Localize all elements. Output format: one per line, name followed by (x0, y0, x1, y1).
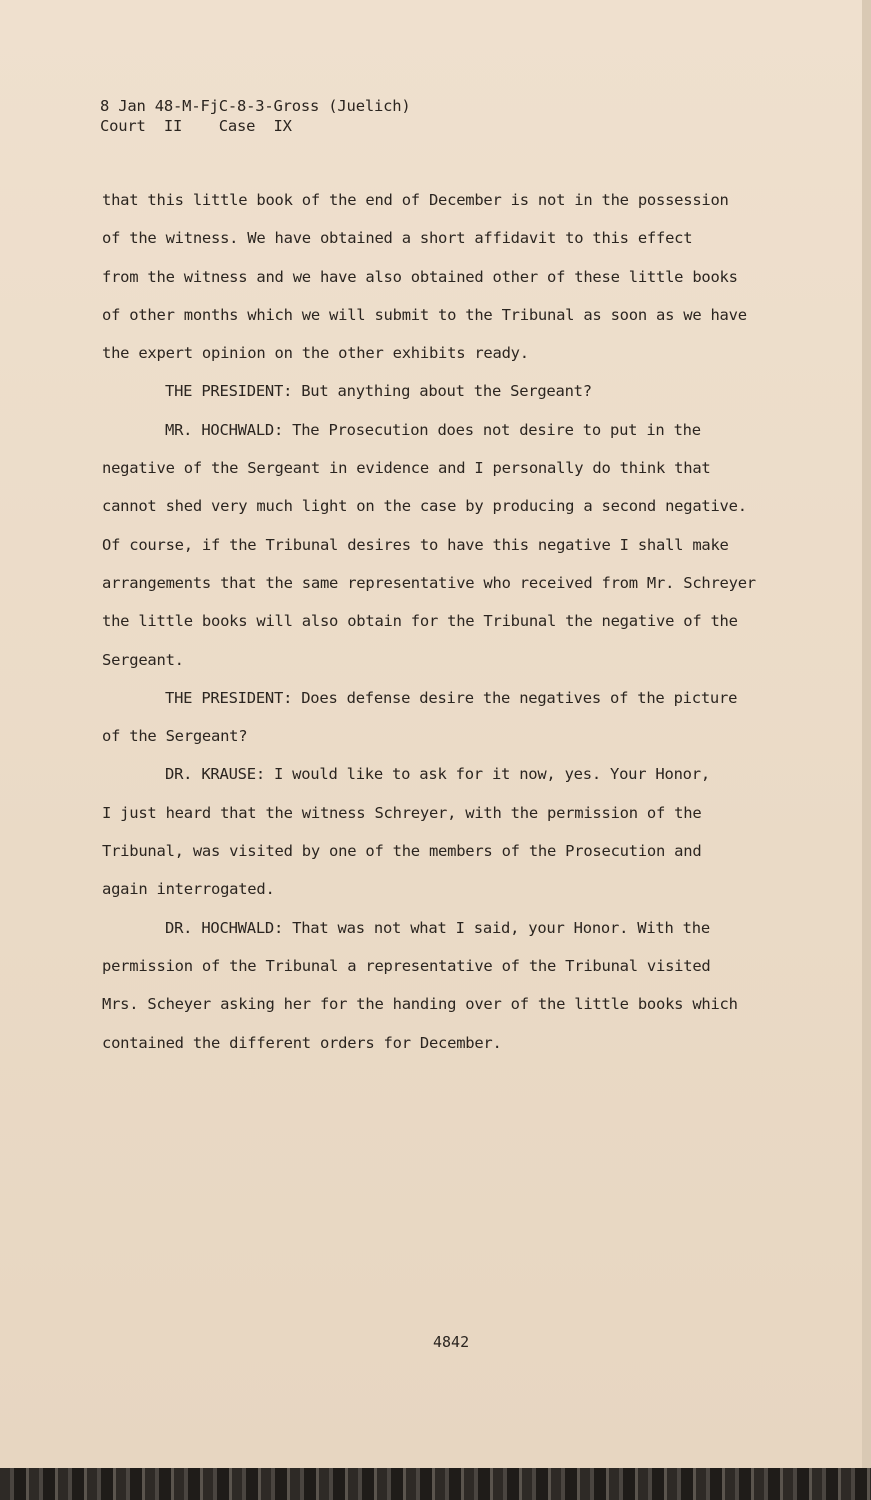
transcript-line: again interrogated. (102, 880, 275, 899)
transcript-line: from the witness and we have also obtained other of these little books (102, 267, 738, 286)
transcript-line-speaker: DR. KRAUSE: I would like to ask for it now, yes. Your Honor, (165, 765, 710, 784)
transcript-line: contained the different orders for December. (102, 1033, 502, 1052)
transcript-line: that this little book of the end of December is not in the possession (102, 191, 729, 209)
transcript-line: of the witness. We have obtained a short affidavit to this effect (102, 229, 693, 248)
transcript-line: Sergeant. (102, 650, 184, 669)
header-reference: 8 Jan 48-M-FjC-8-3-Gross (Juelich) (100, 97, 411, 115)
page-edge (862, 0, 871, 1468)
transcript-line: I just heard that the witness Schreyer, with the permission of the (102, 803, 702, 822)
transcript-line: Of course, if the Tribunal desires to have this negative I shall make (102, 535, 729, 554)
transcript-line: of other months which we will submit to the Tribunal as soon as we have (102, 305, 747, 324)
transcript-line: the little books will also obtain for the Tribunal the negative of the (102, 612, 738, 631)
transcript-line-speaker: MR. HOCHWALD: The Prosecution does not desire to put in the (165, 420, 701, 439)
header-court-case: Court II Case IX (100, 117, 292, 135)
scan-background-strip (0, 1468, 871, 1500)
page-number: 4842 (433, 1333, 470, 1351)
transcript-line: of the Sergeant? (102, 727, 248, 746)
transcript-line: Mrs. Scheyer asking her for the handing over of the little books which (102, 995, 738, 1014)
transcript-line: arrangements that the same representative who received from Mr. Schreyer (102, 573, 756, 592)
transcript-line: the expert opinion on the other exhibits ready. (102, 344, 529, 363)
transcript-line: negative of the Sergeant in evidence and I personally do think that (102, 459, 711, 478)
document-header (100, 96, 410, 136)
transcript-line-speaker: DR. HOCHWALD: That was not what I said, your Honor. With the (165, 918, 710, 937)
transcript-line-speaker: THE PRESIDENT: Does defense desire the negatives of the picture (165, 688, 738, 707)
transcript-body (102, 186, 792, 1067)
transcript-line: permission of the Tribunal a representative of the Tribunal visited (102, 956, 711, 975)
transcript-line: Tribunal, was visited by one of the members of the Prosecution and (102, 842, 702, 861)
transcript-line-speaker: THE PRESIDENT: But anything about the Sergeant? (165, 382, 592, 401)
transcript-line: cannot shed very much light on the case by producing a second negative. (102, 497, 747, 516)
